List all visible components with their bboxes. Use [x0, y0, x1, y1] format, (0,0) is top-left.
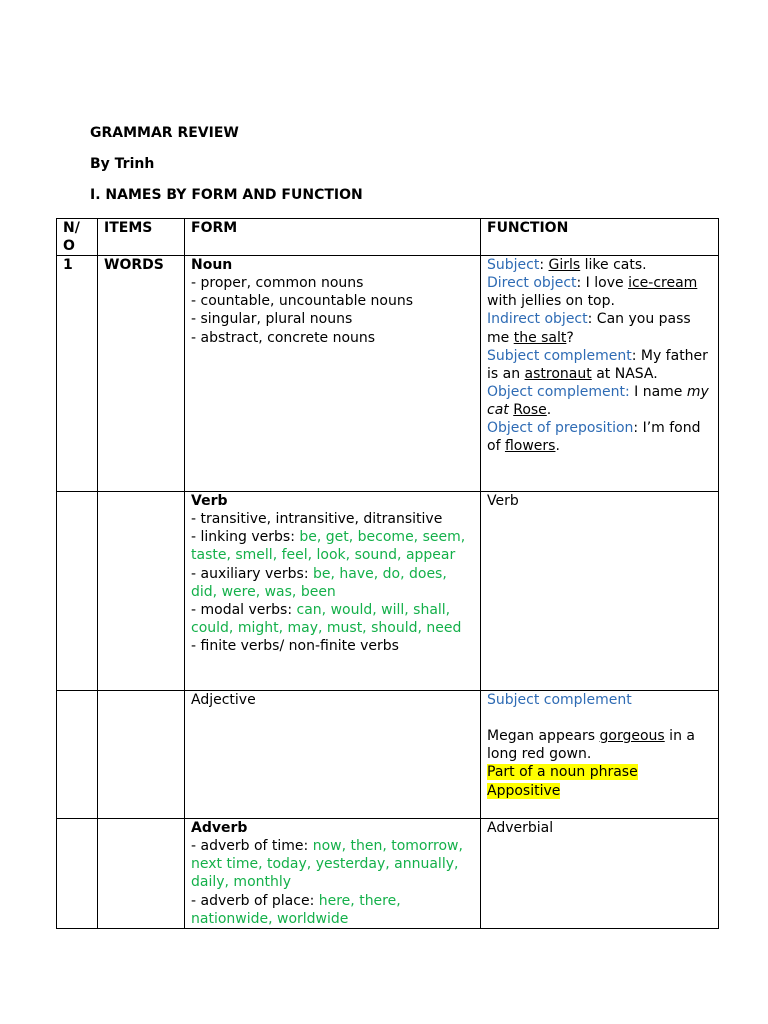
row-number: 1 — [57, 256, 98, 492]
example-text: : I’m fond of — [487, 420, 701, 455]
noun-title: Noun — [191, 257, 233, 274]
example-word: Girls — [548, 257, 581, 274]
example-text: in a long red gown. — [487, 728, 695, 763]
row-number — [57, 819, 98, 929]
example-word: astronaut — [524, 365, 592, 382]
auxiliary-verbs — [191, 565, 474, 601]
table-row — [57, 691, 719, 819]
highlight-line — [487, 782, 712, 800]
list-label: - auxiliary verbs: — [191, 565, 313, 582]
function-label: Subject complement — [487, 347, 632, 364]
verb-form-cell — [185, 492, 481, 691]
adverb-of-place — [191, 892, 474, 928]
list-values: here, there, nationwide, worldwide — [191, 892, 401, 927]
row-item — [98, 819, 185, 929]
subject-complement-example — [487, 347, 712, 383]
example-text: : My father is an — [487, 347, 708, 382]
row-item — [98, 492, 185, 691]
example-word: Rose — [513, 401, 547, 418]
indirect-object-example — [487, 310, 712, 346]
function-label: Object complement: — [487, 383, 630, 400]
row-number — [57, 492, 98, 691]
adverb-function-cell: Adverbial — [481, 819, 719, 929]
noun-function-cell — [481, 256, 719, 492]
header-items: ITEMS — [98, 219, 185, 256]
verb-function-cell: Verb — [481, 492, 719, 691]
list-values: now, then, tomorrow, next time, today, yesterday, annually, daily, monthly — [191, 838, 463, 891]
example-word: gorgeous — [599, 728, 665, 745]
highlighted-text: Part of a noun phrase — [487, 764, 638, 781]
doc-title: GRAMMAR REVIEW — [90, 125, 239, 141]
example-text: with jellies on top. — [487, 293, 615, 310]
list-label: - modal verbs: — [191, 601, 297, 618]
example-text: at NASA. — [591, 365, 658, 382]
example-text: . — [546, 401, 552, 418]
verb-line: - finite verbs/ non-finite verbs — [191, 637, 399, 654]
verb-title: Verb — [191, 493, 228, 510]
noun-line: - proper, common nouns — [191, 275, 364, 292]
subject-example — [487, 256, 712, 274]
example-word: the salt — [513, 329, 567, 346]
list-values: be, get, become, seem, taste, smell, feel, look, sound, appear — [191, 529, 466, 564]
list-label: - adverb of time: — [191, 838, 313, 855]
example-word: ice-cream — [628, 275, 698, 292]
object-of-preposition-example — [487, 419, 712, 455]
function-label: Direct object — [487, 275, 577, 292]
example-italic: my cat — [487, 383, 709, 418]
list-label: - linking verbs: — [191, 529, 300, 546]
example-word: flowers — [504, 438, 556, 455]
table-row — [57, 492, 719, 691]
grammar-table — [56, 218, 719, 929]
object-complement-example — [487, 383, 712, 419]
function-label: Subject — [487, 257, 540, 274]
example-text: like cats. — [580, 257, 647, 274]
example-text: : Can you pass me — [487, 311, 691, 346]
example-text: : — [539, 257, 549, 274]
header-form: FORM — [185, 219, 481, 256]
header-function: FUNCTION — [481, 219, 719, 256]
example-text: ? — [566, 329, 574, 346]
row-number — [57, 691, 98, 819]
modal-verbs — [191, 601, 474, 637]
section-heading: I. NAMES BY FORM AND FUNCTION — [90, 187, 363, 203]
adverb-title: Adverb — [191, 820, 248, 837]
noun-line: - countable, uncountable nouns — [191, 293, 414, 310]
list-values: be, have, do, does, did, were, was, been — [191, 565, 447, 600]
highlight-line — [487, 763, 712, 781]
example-text: I name — [629, 383, 687, 400]
table-header-row — [57, 219, 719, 256]
doc-author: By Trinh — [90, 156, 155, 172]
example-text: : I love — [576, 275, 629, 292]
noun-line: - singular, plural nouns — [191, 311, 353, 328]
function-label: Indirect object — [487, 311, 588, 328]
list-values: can, would, will, shall, could, might, may, must, should, need — [191, 601, 462, 636]
noun-line: - abstract, concrete nouns — [191, 329, 376, 346]
verb-line: - transitive, intransitive, ditransitive — [191, 511, 443, 528]
example-text: . — [555, 438, 560, 455]
function-label: Object of preposition — [487, 420, 634, 437]
adverb-of-time — [191, 837, 474, 891]
adjective-function-cell — [481, 691, 719, 819]
highlighted-text: Appositive — [487, 782, 561, 799]
adjective-example — [487, 727, 712, 763]
table-row — [57, 256, 719, 492]
row-item: WORDS — [98, 256, 185, 492]
list-label: - adverb of place: — [191, 892, 319, 909]
function-label: Subject complement — [487, 692, 632, 709]
row-item — [98, 691, 185, 819]
adverb-form-cell — [185, 819, 481, 929]
table-row — [57, 819, 719, 929]
direct-object-example — [487, 274, 712, 310]
header-no: N/ O — [57, 219, 98, 256]
linking-verbs — [191, 528, 474, 564]
adjective-form-cell: Adjective — [185, 691, 481, 819]
example-text: Megan appears — [487, 728, 600, 745]
noun-form-cell — [185, 256, 481, 492]
spacer — [487, 709, 712, 727]
